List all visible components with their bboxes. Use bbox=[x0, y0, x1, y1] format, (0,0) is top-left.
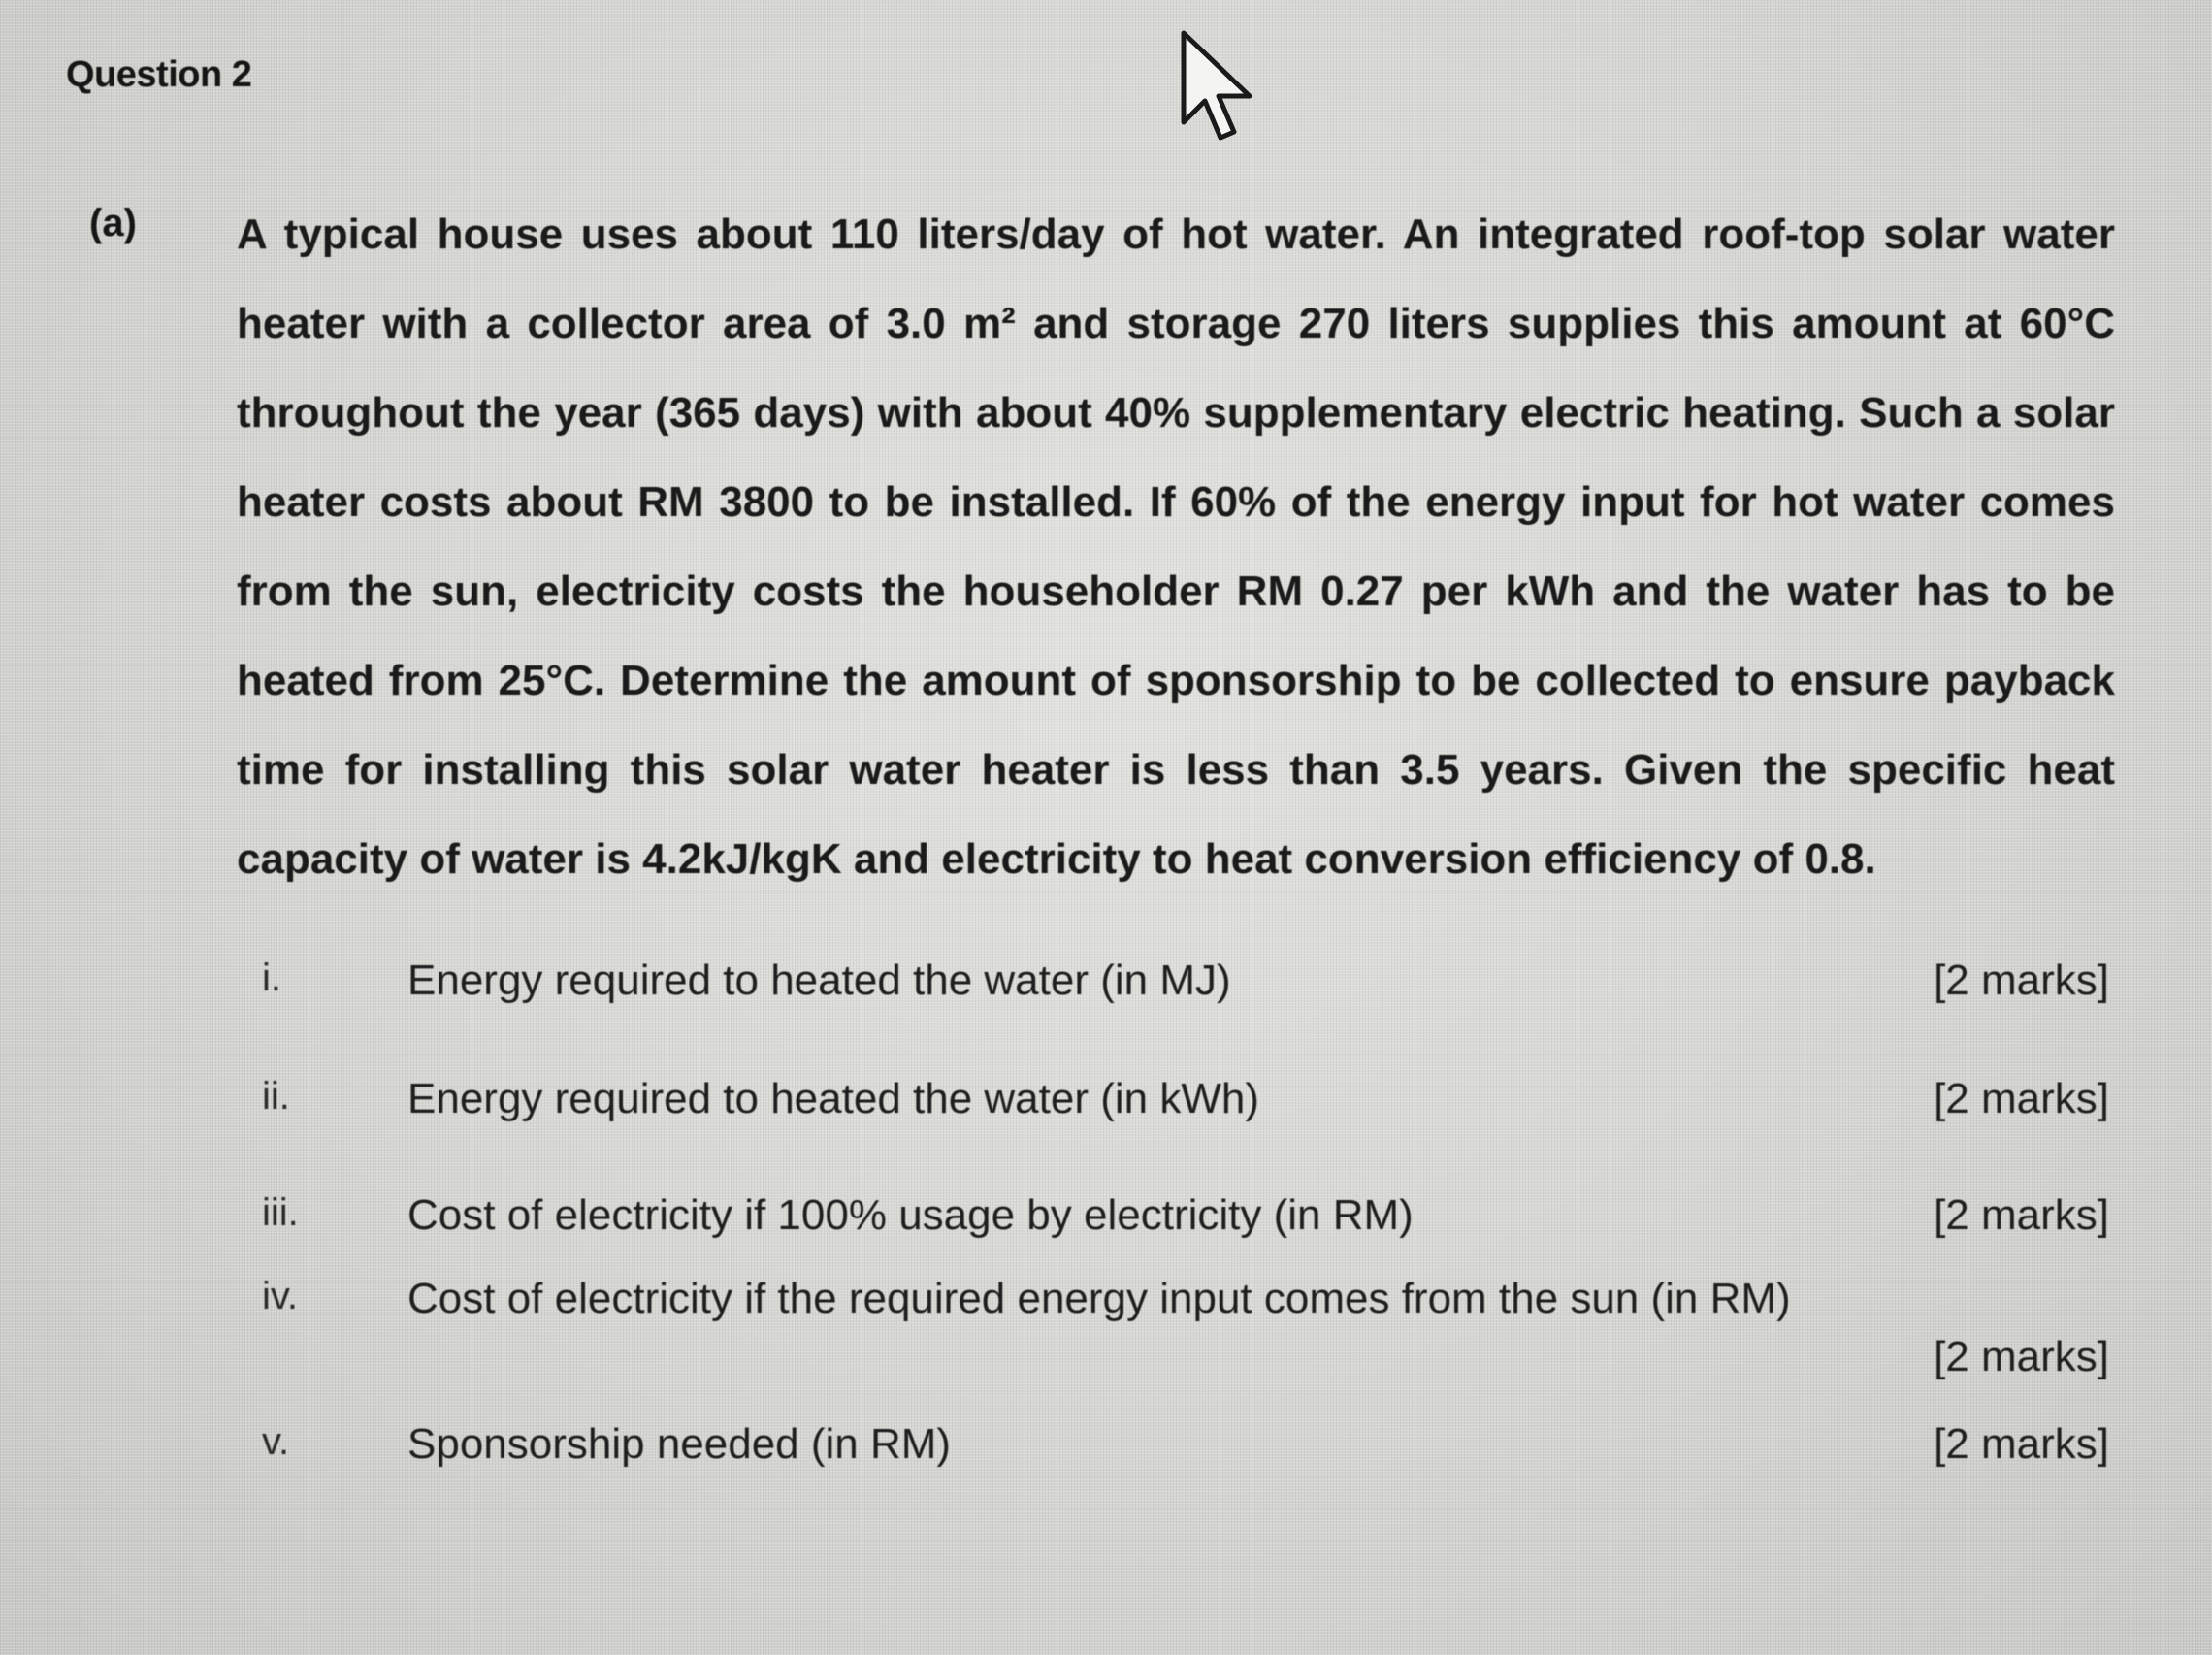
subquestion-marks: [2 marks] bbox=[1934, 1075, 2109, 1122]
subquestion-item bbox=[0, 1420, 2115, 1478]
subquestion-item bbox=[0, 1075, 2115, 1133]
subquestion-item bbox=[0, 1191, 2115, 1249]
subquestion-text: Energy required to heated the water (in MJ) bbox=[407, 957, 1231, 1004]
subquestion-marks: [2 marks] bbox=[1934, 1191, 2109, 1239]
subquestion-text: Sponsorship needed (in RM) bbox=[407, 1420, 952, 1468]
subquestion-marks: [2 marks] bbox=[1934, 1333, 2109, 1380]
subquestion-number: i. bbox=[262, 957, 281, 999]
part-label: (a) bbox=[89, 202, 137, 244]
subquestion-marks: [2 marks] bbox=[1934, 957, 2109, 1004]
subquestion-text: Energy required to heated the water (in kWh) bbox=[407, 1075, 1260, 1122]
question-paragraph: A typical house uses about 110 liters/day of hot water. An integrated roof-top solar water heater with a collector area of 3.0 m² and storage 270 liters supplies this amount at 60°C throughout the year (365 days) with about 40% supplementary electric heating. Such a solar heater costs about RM 3800 to be installed. If 60% of the energy input for hot water comes from the sun, electricity costs the householder RM 0.27 per kWh and the water has to be heated from 25°C. Determine the amount of sponsorship to be collected to ensure payback time for installing this solar water heater is less than 3.5 years. Given the specific heat capacity of water is 4.2kJ/kgK and electricity to heat conversion efficiency of 0.8. bbox=[237, 211, 2115, 883]
subquestion-number: v. bbox=[262, 1420, 290, 1463]
subquestion-item bbox=[0, 1275, 2115, 1380]
subquestion-text: Cost of electricity if 100% usage by electricity (in RM) bbox=[407, 1191, 1414, 1239]
subquestion-text: Cost of electricity if the required energy input comes from the sun (in RM) bbox=[407, 1275, 1791, 1322]
subquestion-number: iv. bbox=[262, 1275, 299, 1317]
subquestion-marks: [2 marks] bbox=[1934, 1420, 2109, 1468]
subquestion-item bbox=[0, 957, 2115, 1015]
subquestion-number: ii. bbox=[262, 1075, 290, 1118]
mouse-pointer-icon bbox=[1180, 29, 1257, 149]
question-heading: Question 2 bbox=[66, 54, 252, 95]
subquestion-number: iii. bbox=[262, 1191, 299, 1234]
